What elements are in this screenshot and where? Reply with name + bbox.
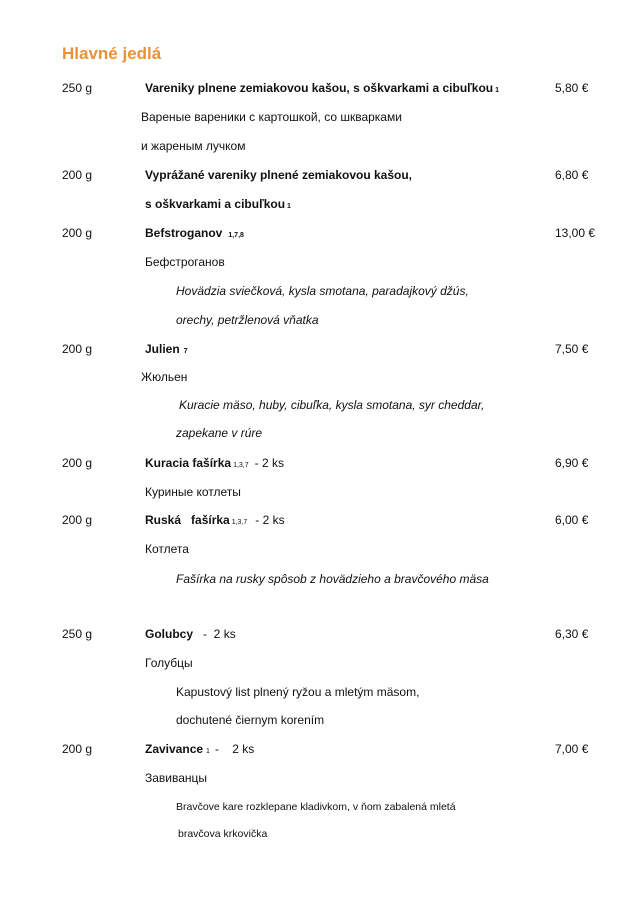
item-description: Kapustový list plnený ryžou a mletým mäsom, <box>176 685 420 699</box>
item-weight: 200 g <box>62 742 93 756</box>
allergen-codes: 1 <box>206 748 210 755</box>
item-weight: 250 g <box>62 627 93 641</box>
item-price: 6,80 € <box>555 168 589 182</box>
item-name <box>145 741 254 760</box>
item-description: Hovädzia sviečková, kysla smotana, paradajkový džús, <box>176 284 469 298</box>
item-name: Vyprážané vareniky plnené zemiakovou kašou, <box>145 168 412 182</box>
item-description: Kuracie mäso, huby, cibuľka, kysla smotana, syr cheddar, <box>179 398 485 412</box>
item-russian-name: Куриные котлеты <box>145 485 241 499</box>
item-weight: 200 g <box>62 513 93 527</box>
item-russian-name: Голубцы <box>145 656 193 670</box>
item-name <box>145 341 188 360</box>
item-russian-name: Бефстроганов <box>145 255 225 269</box>
item-name <box>145 196 291 215</box>
item-name-text: Zavivance <box>145 742 204 756</box>
item-price: 6,30 € <box>555 627 589 641</box>
item-price: 7,50 € <box>555 342 589 356</box>
item-count: - 2 ks <box>255 513 285 527</box>
item-name-text: Golubcy <box>145 627 194 641</box>
item-name-text: s oškvarkami a cibuľkou <box>145 197 286 211</box>
item-price: 6,90 € <box>555 456 589 470</box>
allergen-codes: 1 <box>287 203 291 210</box>
item-weight: 200 g <box>62 456 93 470</box>
item-name <box>145 512 285 531</box>
allergen-codes: 1,3,7 <box>231 519 248 526</box>
allergen-codes: 1 <box>495 87 500 94</box>
item-price: 6,00 € <box>555 513 589 527</box>
item-russian-name: и жареным лучком <box>141 139 246 153</box>
item-description: bravčova krkovička <box>178 828 268 840</box>
item-price: 5,80 € <box>555 81 589 95</box>
item-weight: 200 g <box>62 168 93 182</box>
item-description: Bravčove kare rozklepane kladivkom, v ňom zabalená mletá <box>176 801 456 813</box>
item-count: - 2 ks <box>254 456 284 470</box>
item-name <box>145 455 284 474</box>
item-weight: 250 g <box>62 81 93 95</box>
item-name-text: Kuracia fašírka <box>145 456 232 470</box>
item-count: - 2 ks <box>214 742 255 756</box>
item-name <box>145 80 499 99</box>
item-name <box>145 225 244 244</box>
item-description: orechy, petržlenová vňatka <box>176 313 319 327</box>
item-russian-name: Котлета <box>145 542 189 556</box>
item-name-text: Ruská fašírka <box>145 513 230 527</box>
item-price: 13,00 € <box>555 226 596 240</box>
item-russian-name: Вареные вареники с картошкой, со шкварками <box>141 110 402 124</box>
item-count: - 2 ks <box>203 627 236 641</box>
item-price: 7,00 € <box>555 742 589 756</box>
item-weight: 200 g <box>62 226 93 240</box>
section-title: Hlavné jedlá <box>62 44 162 63</box>
item-description: dochutené čiernym korením <box>176 713 325 727</box>
allergen-codes: 1,3,7 <box>233 462 249 469</box>
item-description: Fašírka na rusky spôsob z hovädzieho a bravčového mäsa <box>176 572 489 586</box>
item-name-text: Julien <box>145 342 180 356</box>
item-name-text: Befstroganov <box>145 226 223 240</box>
item-name <box>145 626 236 642</box>
allergen-codes: 1,7,8 <box>228 232 244 239</box>
item-russian-name: Жюльен <box>141 370 188 384</box>
item-russian-name: Завиванцы <box>145 771 208 785</box>
allergen-codes: 7 <box>183 348 188 355</box>
item-description: zapekane v rúre <box>176 426 263 440</box>
item-weight: 200 g <box>62 342 93 356</box>
item-name-text: Vareniky plnene zemiakovou kašou, s oškvarkami a cibuľkou <box>145 81 494 95</box>
